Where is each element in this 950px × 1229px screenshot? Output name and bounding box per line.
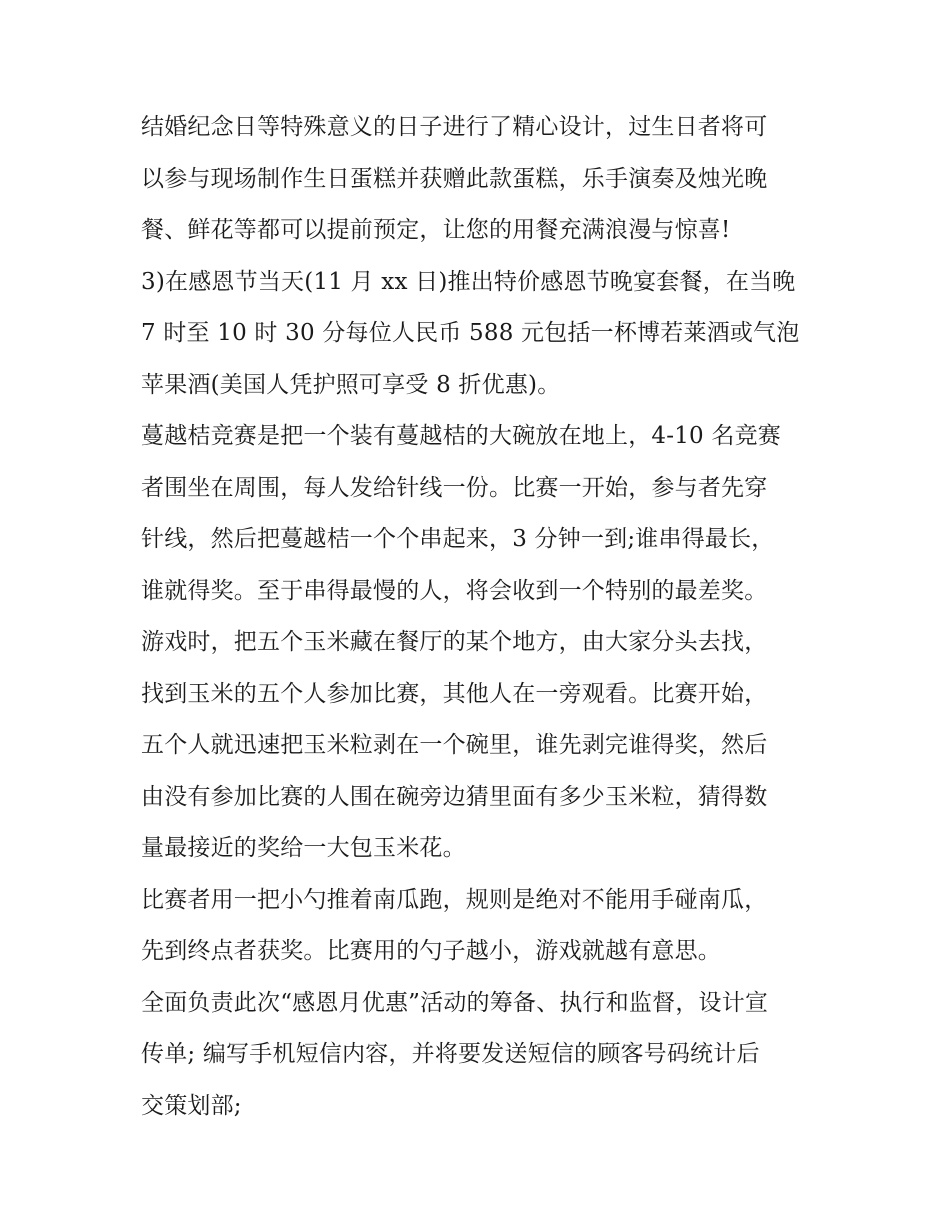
text-line: 五个人就迅速把玉米粒剥在一个碗里，谁先剥完谁得奖，然后 xyxy=(141,732,768,758)
text-line: 比赛者用一把小勺推着南瓜跑，规则是绝对不能用手碰南瓜， xyxy=(141,886,768,913)
text-line: 传单; 编写手机短信内容，并将要发送短信的顾客号码统计后 xyxy=(141,1041,760,1067)
text-line: 交策划部; xyxy=(141,1092,242,1119)
text-line: 先到终点者获奖。比赛用的勺子越小，游戏就越有意思。 xyxy=(141,938,721,964)
text-line: 7 时至 10 时 30 分每位人民币 588 元包括一杯博若莱酒或气泡 xyxy=(141,320,800,346)
text-line: 针线，然后把蔓越桔一个个串起来，3 分钟一到;谁串得最长， xyxy=(141,526,775,552)
text-line: 游戏时，把五个玉米藏在餐厅的某个地方，由大家分头去找， xyxy=(141,629,768,655)
text-line: 谁就得奖。至于串得最慢的人，将会收到一个特别的最差奖。 xyxy=(141,577,768,604)
text-line: 全面负责此次“感恩月优惠”活动的筹备、执行和监督，设计宣 xyxy=(141,989,769,1016)
text-line: 苹果酒(美国人凭护照可享受 8 折优惠)。 xyxy=(141,371,561,398)
document-body xyxy=(141,102,821,1132)
text-line: 结婚纪念日等特殊意义的日子进行了精心设计，过生日者将可 xyxy=(141,114,768,140)
text-line: 找到玉米的五个人参加比赛，其他人在一旁观看。比赛开始， xyxy=(141,680,768,707)
text-line: 餐、鲜花等都可以提前预定，让您的用餐充满浪漫与惊喜! xyxy=(141,217,731,243)
text-line: 者围坐在周围，每人发给针线一份。比赛一开始，参与者先穿 xyxy=(141,474,768,501)
text-line: 由没有参加比赛的人围在碗旁边猜里面有多少玉米粒，猜得数 xyxy=(141,783,768,810)
text-line: 量最接近的奖给一大包玉米花。 xyxy=(141,835,466,861)
text-line: 3)在感恩节当天(11 月 xx 日)推出特价感恩节晚宴套餐，在当晚 xyxy=(141,268,796,295)
text-line: 以参与现场制作生日蛋糕并获赠此款蛋糕，乐手演奏及烛光晚 xyxy=(141,165,768,192)
text-line: 蔓越桔竞赛是把一个装有蔓越桔的大碗放在地上，4-10 名竞赛 xyxy=(141,423,781,449)
